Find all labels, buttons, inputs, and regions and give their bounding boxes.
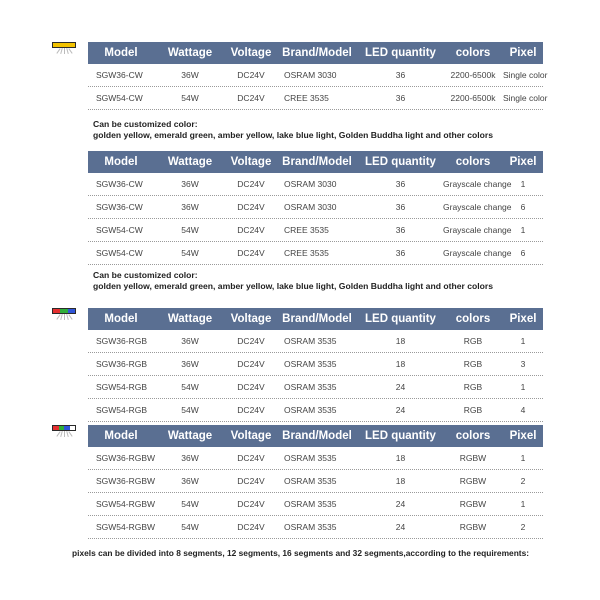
cell-led-quantity: 36: [395, 225, 406, 235]
cell-brand-model: OSRAM 3535: [284, 382, 337, 392]
cell-voltage: DC24V: [237, 453, 265, 463]
cell-wattage: 36W: [181, 476, 199, 486]
header-led-quantity: LED quantity: [365, 47, 436, 59]
cell-pixel: 4: [520, 405, 526, 415]
table-rgb: [88, 308, 543, 422]
cell-brand-model: OSRAM 3535: [284, 405, 337, 415]
cell-voltage: DC24V: [237, 359, 265, 369]
custom-color-title: Can be customized color:: [93, 270, 198, 280]
cell-brand-model: OSRAM 3535: [284, 453, 337, 463]
header-brand-model: Brand/Model: [282, 313, 352, 325]
cell-colors: RGB: [463, 405, 483, 415]
cell-led-quantity: 18: [395, 453, 406, 463]
cell-colors: 2200-6500k: [450, 93, 496, 103]
cw-led-icon: [52, 42, 76, 56]
cell-model: SGW54-RGB: [96, 405, 148, 415]
header-colors: colors: [455, 313, 491, 325]
cell-led-quantity: 24: [395, 405, 406, 415]
cell-colors: RGBW: [459, 476, 487, 486]
header-wattage: Wattage: [167, 313, 213, 325]
cell-pixel: Single color: [503, 93, 548, 103]
cell-wattage: 54W: [181, 405, 199, 415]
table-row: [88, 330, 543, 353]
cell-voltage: DC24V: [237, 70, 265, 80]
cell-wattage: 54W: [181, 248, 199, 258]
custom-color-title: Can be customized color:: [93, 119, 198, 129]
cell-voltage: DC24V: [237, 405, 265, 415]
cell-voltage: DC24V: [237, 179, 265, 189]
cell-wattage: 36W: [181, 359, 199, 369]
cell-led-quantity: 36: [395, 179, 406, 189]
cell-voltage: DC24V: [237, 336, 265, 346]
rgbw-led-icon: [52, 425, 76, 439]
cell-led-quantity: 24: [395, 382, 406, 392]
cell-model: SGW36-CW: [96, 179, 143, 189]
cell-colors: RGB: [463, 382, 483, 392]
header-brand-model: Brand/Model: [282, 156, 352, 168]
cell-colors: 2200-6500k: [450, 70, 496, 80]
cell-led-quantity: 24: [395, 499, 406, 509]
table-header: [88, 425, 543, 447]
table-row: [88, 87, 548, 110]
cell-voltage: DC24V: [237, 93, 265, 103]
table-row: [88, 242, 543, 265]
cell-led-quantity: 24: [395, 522, 406, 532]
cell-wattage: 36W: [181, 202, 199, 212]
table-cw-grayscale: [88, 151, 543, 265]
cell-led-quantity: 18: [395, 359, 406, 369]
cell-model: SGW54-RGB: [96, 382, 148, 392]
rgb-led-icon: [52, 308, 76, 322]
cell-model: SGW36-RGBW: [96, 453, 156, 463]
table-header: [88, 42, 543, 64]
cell-voltage: DC24V: [237, 499, 265, 509]
custom-color-note: [93, 119, 493, 141]
cell-led-quantity: 36: [395, 93, 406, 103]
cell-pixel: 3: [520, 359, 526, 369]
header-led-quantity: LED quantity: [365, 156, 436, 168]
cell-pixel: Single color: [503, 70, 548, 80]
header-wattage: Wattage: [167, 156, 213, 168]
cell-led-quantity: 36: [395, 248, 406, 258]
cell-pixel: 6: [520, 248, 526, 258]
cell-voltage: DC24V: [237, 476, 265, 486]
cell-wattage: 54W: [181, 499, 199, 509]
header-brand-model: Brand/Model: [282, 430, 352, 442]
cell-brand-model: OSRAM 3535: [284, 522, 337, 532]
cell-pixel: 2: [520, 522, 526, 532]
table-row: [88, 470, 543, 493]
table-row: [88, 376, 543, 399]
table-row: [88, 219, 543, 242]
header-colors: colors: [455, 430, 491, 442]
cell-led-quantity: 18: [395, 476, 406, 486]
footer-note: pixels can be divided into 8 segments, 12 segments, 16 segments and 32 segments,according to the requirements:: [72, 548, 530, 558]
cell-voltage: DC24V: [237, 522, 265, 532]
table-row: [88, 447, 543, 470]
cell-pixel: 1: [520, 225, 526, 235]
cell-model: SGW54-CW: [96, 93, 143, 103]
table-row: [88, 493, 543, 516]
cell-colors: RGBW: [459, 522, 487, 532]
header-voltage: Voltage: [230, 430, 272, 442]
cell-colors: Grayscale change: [443, 179, 512, 189]
cell-pixel: 1: [520, 336, 526, 346]
header-voltage: Voltage: [230, 47, 272, 59]
cell-model: SGW54-RGBW: [96, 522, 156, 532]
custom-color-note-2: [93, 270, 493, 292]
cell-led-quantity: 36: [395, 70, 406, 80]
cell-model: SGW36-RGB: [96, 359, 148, 369]
cell-model: SGW54-RGBW: [96, 499, 156, 509]
header-wattage: Wattage: [167, 430, 213, 442]
header-model: Model: [104, 47, 138, 59]
cell-voltage: DC24V: [237, 382, 265, 392]
cell-colors: RGBW: [459, 453, 487, 463]
cell-colors: RGB: [463, 359, 483, 369]
header-colors: colors: [455, 47, 491, 59]
cell-voltage: DC24V: [237, 202, 265, 212]
cell-wattage: 36W: [181, 70, 199, 80]
header-model: Model: [104, 156, 138, 168]
cell-pixel: 1: [520, 382, 526, 392]
header-voltage: Voltage: [230, 156, 272, 168]
cell-brand-model: OSRAM 3030: [284, 70, 337, 80]
cell-led-quantity: 36: [395, 202, 406, 212]
cell-brand-model: OSRAM 3030: [284, 179, 337, 189]
cell-brand-model: OSRAM 3535: [284, 359, 337, 369]
header-pixel: Pixel: [509, 156, 537, 168]
cell-brand-model: CREE 3535: [284, 225, 329, 235]
cell-voltage: DC24V: [237, 248, 265, 258]
cell-pixel: 6: [520, 202, 526, 212]
header-voltage: Voltage: [230, 313, 272, 325]
cell-colors: RGBW: [459, 499, 487, 509]
cell-model: SGW54-CW: [96, 248, 143, 258]
cell-pixel: 1: [520, 499, 526, 509]
cell-model: SGW54-CW: [96, 225, 143, 235]
cell-wattage: 36W: [181, 336, 199, 346]
cell-colors: Grayscale change: [443, 225, 512, 235]
cell-wattage: 54W: [181, 225, 199, 235]
table-header: [88, 308, 543, 330]
cell-wattage: 36W: [181, 179, 199, 189]
table-row: [88, 64, 548, 87]
table-header: [88, 151, 543, 173]
cell-wattage: 54W: [181, 522, 199, 532]
cell-wattage: 36W: [181, 453, 199, 463]
header-pixel: Pixel: [509, 430, 537, 442]
cell-model: SGW36-CW: [96, 202, 143, 212]
custom-color-list: golden yellow, emerald green, amber yellow, lake blue light, Golden Buddha light and other colors: [93, 281, 493, 291]
table-cw: [88, 42, 548, 110]
cell-brand-model: OSRAM 3535: [284, 499, 337, 509]
table-row: [88, 353, 543, 376]
cell-colors: Grayscale change: [443, 248, 512, 258]
cell-colors: Grayscale change: [443, 202, 512, 212]
cell-pixel: 2: [520, 476, 526, 486]
header-pixel: Pixel: [509, 47, 537, 59]
table-row: [88, 399, 543, 422]
cell-wattage: 54W: [181, 93, 199, 103]
custom-color-list: golden yellow, emerald green, amber yellow, lake blue light, Golden Buddha light and other colors: [93, 130, 493, 140]
cell-wattage: 54W: [181, 382, 199, 392]
header-led-quantity: LED quantity: [365, 313, 436, 325]
table-rgbw: [88, 425, 543, 539]
header-led-quantity: LED quantity: [365, 430, 436, 442]
table-row: [88, 516, 543, 539]
cell-colors: RGB: [463, 336, 483, 346]
cell-model: SGW36-CW: [96, 70, 143, 80]
cell-voltage: DC24V: [237, 225, 265, 235]
header-pixel: Pixel: [509, 313, 537, 325]
table-row: [88, 173, 543, 196]
header-colors: colors: [455, 156, 491, 168]
cell-brand-model: OSRAM 3535: [284, 476, 337, 486]
cell-pixel: 1: [520, 179, 526, 189]
header-wattage: Wattage: [167, 47, 213, 59]
cell-pixel: 1: [520, 453, 526, 463]
cell-brand-model: CREE 3535: [284, 248, 329, 258]
cell-brand-model: OSRAM 3535: [284, 336, 337, 346]
cell-model: SGW36-RGB: [96, 336, 148, 346]
cell-brand-model: CREE 3535: [284, 93, 329, 103]
table-row: [88, 196, 543, 219]
cell-model: SGW36-RGBW: [96, 476, 156, 486]
header-brand-model: Brand/Model: [282, 47, 352, 59]
header-model: Model: [104, 313, 138, 325]
cell-brand-model: OSRAM 3030: [284, 202, 337, 212]
header-model: Model: [104, 430, 138, 442]
cell-led-quantity: 18: [395, 336, 406, 346]
